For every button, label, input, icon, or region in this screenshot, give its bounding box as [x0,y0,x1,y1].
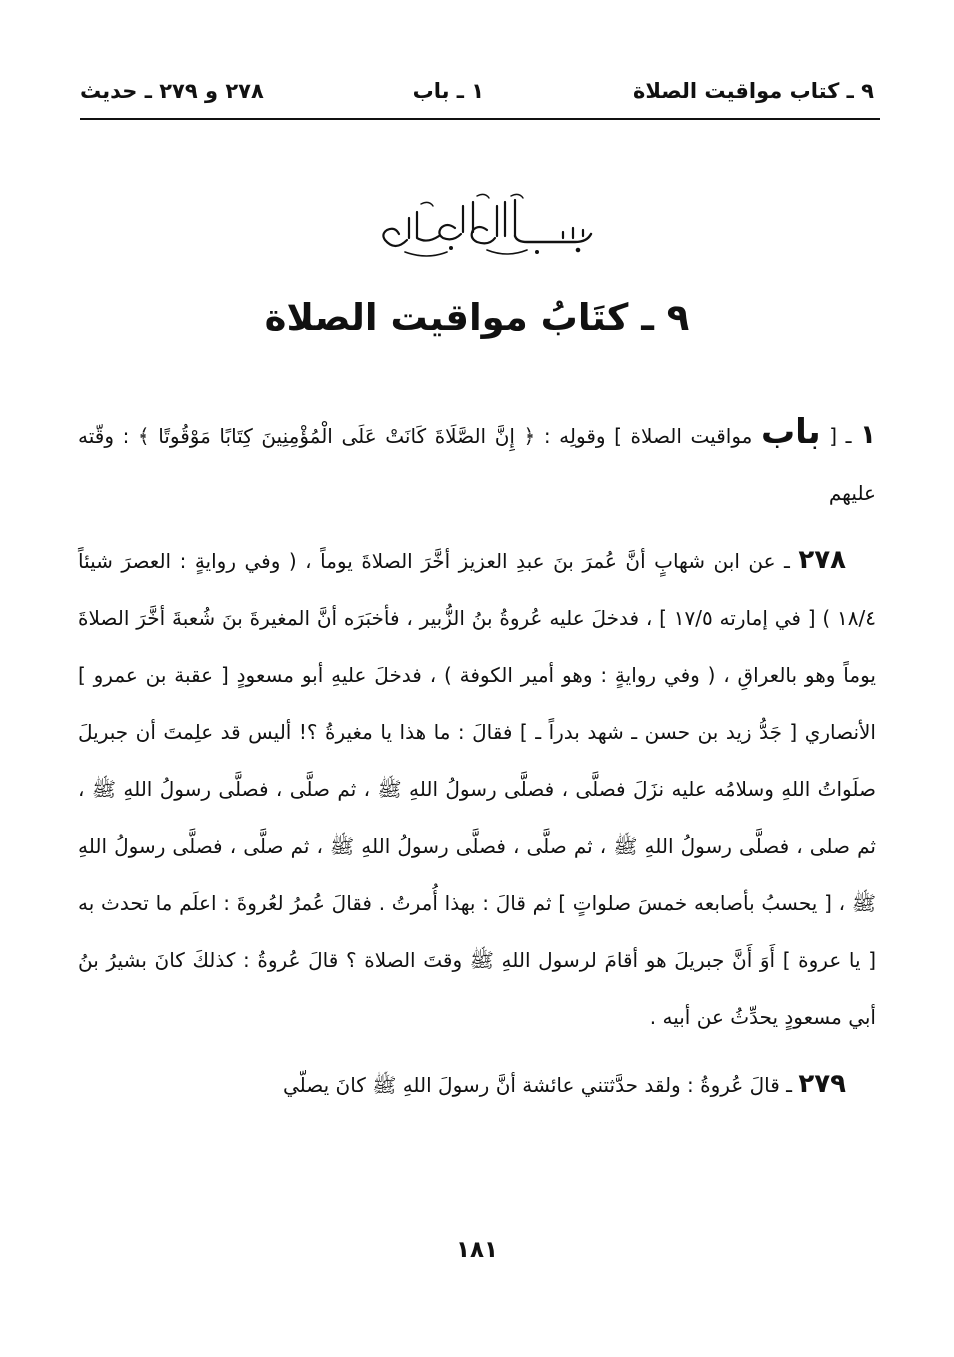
header-chapter: ١ ـ باب [412,79,485,103]
header-divider [80,118,880,120]
page-number: ١٨١ [455,1237,499,1263]
basmala-calligraphy [377,192,599,264]
basmala-calligraphy-image [377,192,599,264]
bab-heading-paragraph [78,404,876,522]
book-title: ٩ ـ كتَابُ مواقيت الصلاة [264,296,690,339]
header-hadith-range: ٢٧٨ و ٢٧٩ ـ حديث [80,79,264,103]
bab-text: مواقيت الصلاة ] وقولِه : ﴿ إِنَّ الصَّلَاةَ كَانَتْ عَلَى الْمُؤْمِنِينَ كِتَابًا مَوْقُوتًا ﴾ : وقّته عليهم [78,424,876,505]
hadith-278-text: ـ عن ابن شهابٍ أنَّ عُمرَ بنَ عبدِ العزيز أخَّرَ الصلاةَ يوماً ، ( وفي روايةٍ : العصرَ شيئاً ١٨/٤ ) [ في إمارته ١٧/٥ ] ، فدخلَ عليه عُروةُ بنُ الزُّبير ، فأخبَرَه أنَّ المغيرةَ بنَ شُعبةَ أخَّرَ الصلاةَ يوماً وهو بالعراقِ ، ( وفي روايةٍ : وهو أمير الكوفة ) ، فدخلَ عليهِ أبو مسعودٍ [ عقبة بن عمرو ] الأنصاري [ جَدُّ زيد بن حسن ـ شهد بدراً ـ ] فقالَ : ما هذا يا مغيرةُ ؟! أليس قد علِمتَ أن جبريلَ صلَواتُ اللهِ وسلامُه عليه نزَلَ فصلَّى ، فصلَّى رسولُ اللهِ ﷺ ، ثم صلَّى ، فصلَّى رسولُ اللهِ ﷺ ، ثم صلى ، فصلَّى رسولُ اللهِ ﷺ ، ثم صلَّى ، فصلَّى رسولُ اللهِ ﷺ ، ثم صلَّى ، فصلَّى رسولُ اللهِ ﷺ ، [ يحسبُ بأصابعه خمسَ صلواتٍ ] ثم قالَ : بهذا أُمرتُ . فقالَ عُمرُ لعُروةَ : اعلَم ما تحدث به [ يا عروة ] أَوَ أَنَّ جبريلَ هو أقامَ لرسول اللهِ ﷺ وقتَ الصلاة ؟ قالَ عُروةُ : كذلكَ كانَ بشيرُ بنُ أبي مسعودٍ يحدِّثُ عن أبيه . [78,549,876,1029]
bab-word: باب [760,412,821,452]
header-book-title: ٩ ـ كتاب مواقيت الصلاة [632,79,874,103]
bab-separator: ـ [ [820,424,861,448]
bab-number: ١ [860,420,876,450]
body-text [78,404,876,1124]
running-header [80,74,874,108]
hadith-279-paragraph [78,1056,876,1114]
hadith-278-paragraph [78,532,876,1046]
hadith-279-number: ٢٧٩ [798,1069,846,1099]
hadith-278-number: ٢٧٨ [798,545,846,575]
hadith-279-text: ـ قالَ عُروةُ : ولقد حدَّثتني عائشة أنَّ رسولَ اللهِ ﷺ كانَ يصلّي [282,1073,799,1097]
